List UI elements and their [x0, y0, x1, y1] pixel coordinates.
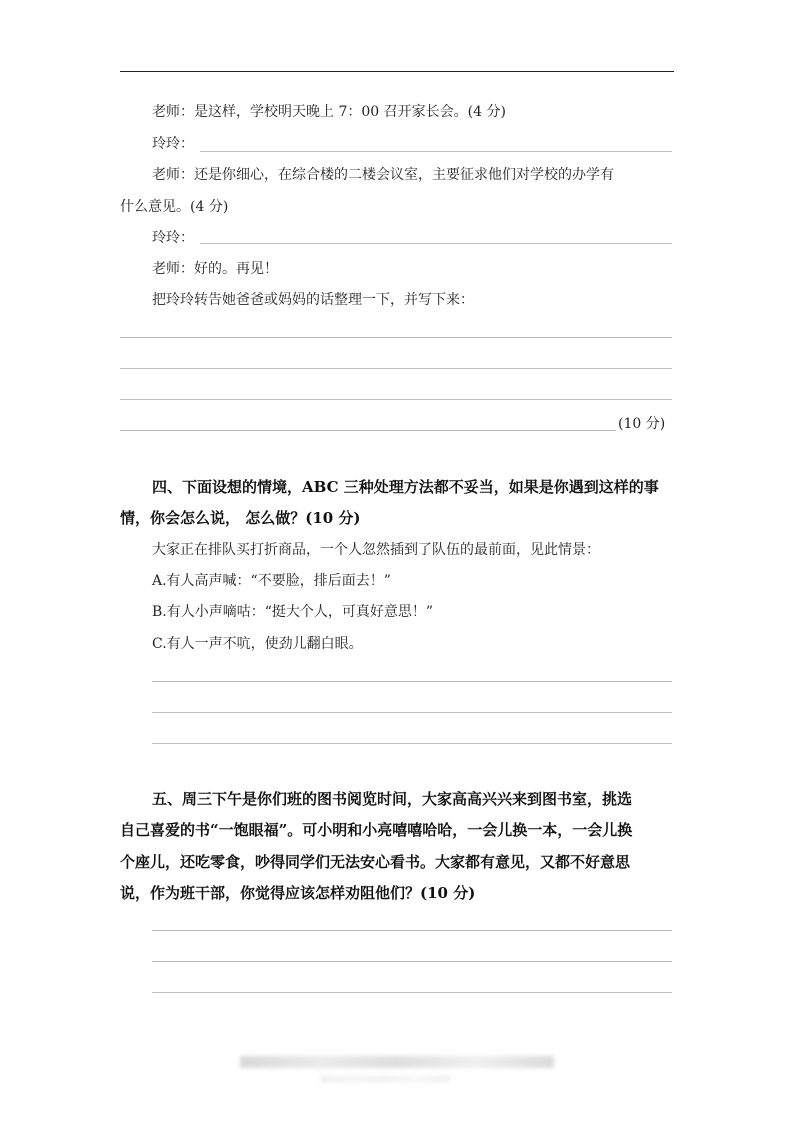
teacher-line-2a: 老师：还是你细心，在综合楼的二楼会议室，主要征求他们对学校的办学有 — [152, 167, 614, 183]
answer-line[interactable] — [120, 337, 672, 338]
answer-line[interactable] — [152, 930, 672, 931]
lingling-label-2: 玲玲： — [152, 230, 194, 246]
section4-option-b: B.有人小声嘀咕：“挺大个人，可真好意思！” — [152, 604, 434, 620]
score-label: (10 分) — [618, 416, 666, 432]
section4-title-line2: 情，你会怎么说， 怎么做？(10 分) — [120, 509, 361, 527]
answer-line[interactable] — [120, 430, 616, 431]
section5-line4: 说，作为班干部，你觉得应该怎样劝阻他们？(10 分) — [120, 884, 476, 902]
answer-line-lingling-1[interactable] — [200, 151, 672, 152]
answer-line[interactable] — [152, 992, 672, 993]
section4-title-line1: 四、下面设想的情境，ABC 三种处理方法都不妥当，如果是你遇到这样的事 — [152, 478, 659, 496]
answer-line[interactable] — [152, 681, 672, 682]
section5-line1: 五、周三下午是你们班的图书阅览时间，大家高高兴兴来到图书室，挑选 — [152, 790, 633, 808]
answer-line[interactable] — [152, 743, 672, 744]
answer-line[interactable] — [120, 368, 672, 369]
blurred-footer-watermark — [240, 1056, 554, 1068]
answer-line[interactable] — [152, 712, 672, 713]
teacher-line-1: 老师：是这样，学校明天晚上 7：00 召开家长会。(4 分) — [152, 104, 506, 120]
section4-intro: 大家正在排队买打折商品，一个人忽然插到了队伍的最前面，见此情景： — [152, 542, 600, 558]
blurred-footer-watermark-sub — [320, 1076, 450, 1082]
teacher-line-3: 老师：好的。再见！ — [152, 261, 278, 277]
answer-line[interactable] — [120, 399, 672, 400]
instruction: 把玲玲转告她爸爸或妈妈的话整理一下，并写下来： — [152, 292, 474, 308]
answer-line-lingling-2[interactable] — [200, 243, 672, 244]
section4-option-a: A.有人高声喊：“不要脸，排后面去！” — [152, 573, 391, 589]
answer-line[interactable] — [152, 961, 672, 962]
lingling-label-1: 玲玲： — [152, 136, 194, 152]
section5-line3: 个座儿，还吃零食，吵得同学们无法安心看书。大家都有意见，又都不好意思 — [120, 853, 631, 871]
teacher-line-2b: 什么意见。(4 分) — [120, 199, 229, 215]
section5-line2: 自己喜爱的书“一饱眼福”。可小明和小亮嘻嘻哈哈，一会儿换一本，一会儿换 — [120, 821, 633, 839]
top-rule — [120, 71, 674, 72]
section4-option-c: C.有人一声不吭，使劲儿翻白眼。 — [152, 636, 363, 652]
